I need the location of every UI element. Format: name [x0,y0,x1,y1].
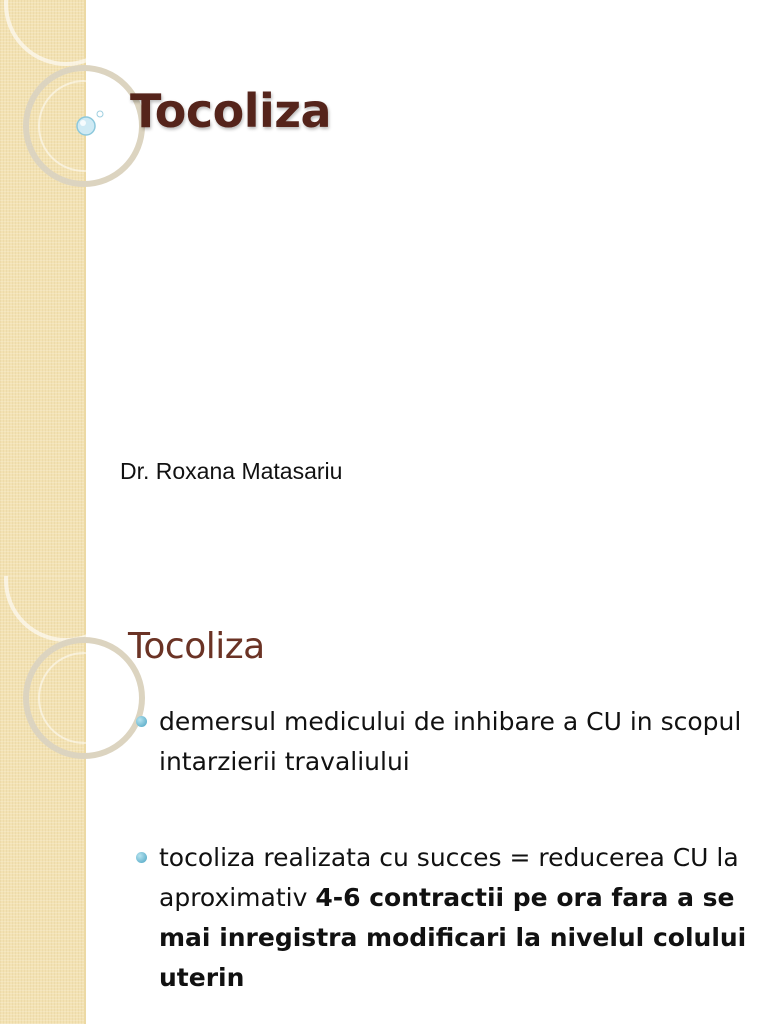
bullet-dot-icon [136,852,147,863]
top-arc [6,0,126,64]
bullet-text: demersul medicului de inhibare a CU in scopul intarzierii travaliului [159,707,742,776]
bullet-text: tocoliza realizata cu succes = reducerea CU la aproximativ [159,843,739,912]
bullet-bold-text: 4-6 contractii pe ora fara a se mai inregistra modificari la nivelul colului uterin [159,883,747,992]
bullet-item [136,702,756,782]
slide-title: Tocoliza [128,626,265,667]
ring-outer [26,640,142,756]
bullet-item [136,838,756,998]
ring-inner [39,653,129,743]
bullet-list [136,702,756,998]
bubble-highlight [80,120,86,126]
bullet-dot-icon [136,716,147,727]
slide-title: Tocoliza [130,84,332,138]
small-bubble-icon [97,111,103,117]
content-slide [0,576,768,1024]
author-name: Dr. Roxana Matasariu [120,458,343,484]
top-arc [6,576,126,640]
bubble-icon [77,117,95,135]
